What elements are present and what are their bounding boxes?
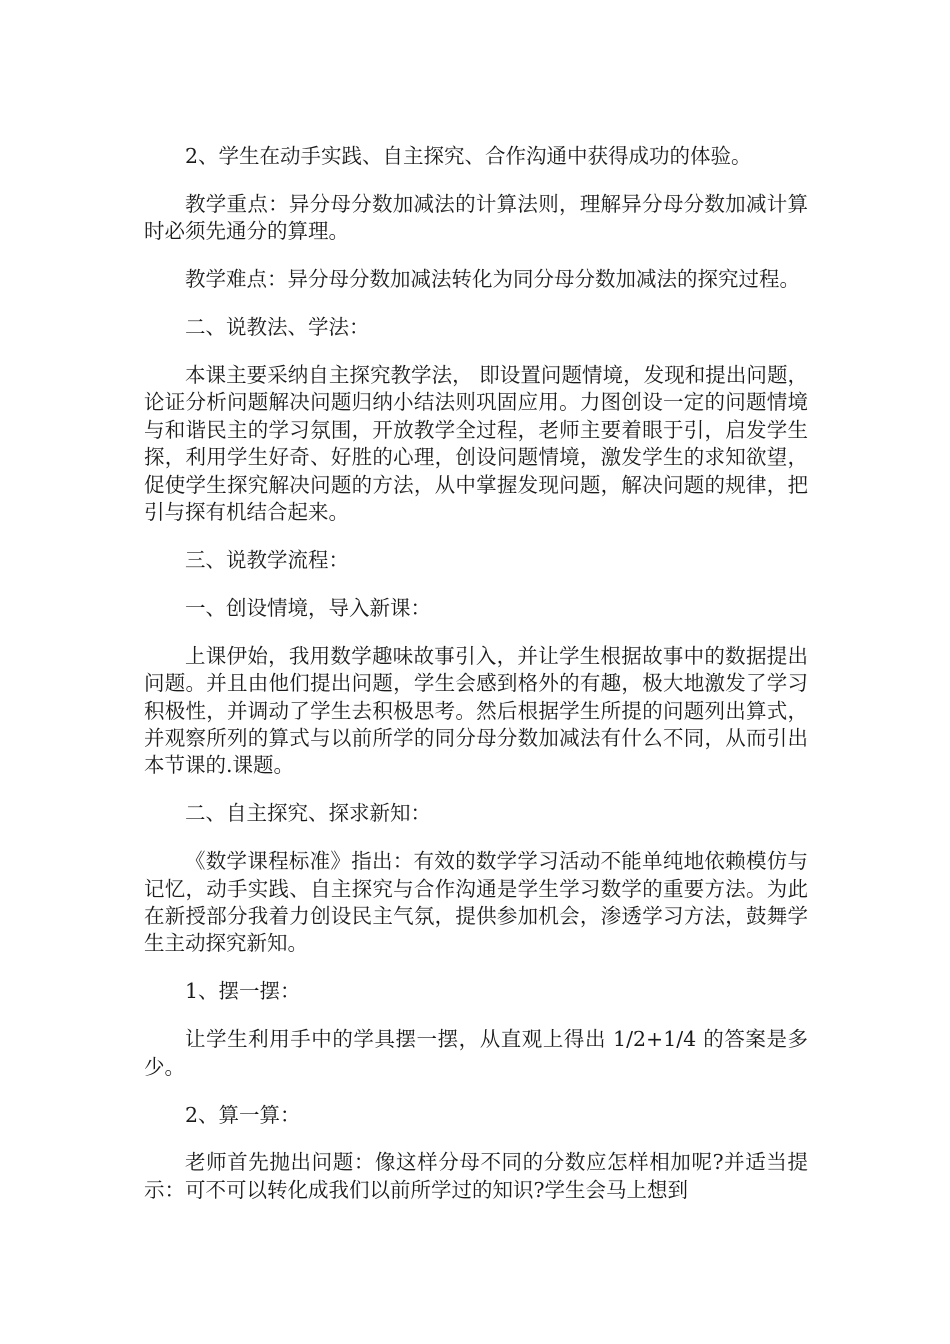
paragraph-teaching-method: 本课主要采纳自主探究教学法， 即设置问题情境，发现和提出问题，论证分析问题解决问题归纳小结法则巩固应用。力图创设一定的问题情境与和谐民主的学习氛围，开放教学全过程，老师主要着眼于引，启发学生探，利用学生好奇、好胜的心理，创设问题情境，激发学生的求知欲望，促使学生探究解决问题的方法，从中掌握发现问题，解决问题的规律，把引与探有机结合起来。 (144, 363, 808, 525)
paragraph-arrange: 让学生利用手中的学具摆一摆，从直观上得出 1/2+1/4 的答案是多少。 (144, 1027, 808, 1079)
paragraph-calculate: 老师首先抛出问题：像这样分母不同的分数应怎样相加呢?并适当提示：可不可以转化成我们以前所学过的知识?学生会马上想到 (144, 1150, 808, 1202)
paragraph-key-point: 教学重点：异分母分数加减法的计算法则，理解异分母分数加减计算时必须先通分的算理。 (144, 191, 808, 244)
heading-teaching-process: 三、说教学流程： (185, 547, 349, 572)
heading-arrange: 1、摆一摆： (185, 979, 301, 1004)
heading-self-exploration: 二、自主探究、探求新知： (185, 801, 431, 826)
heading-calculate: 2、算一算： (185, 1102, 301, 1127)
paragraph-curriculum-standard: 《数学课程标准》指出：有效的数学学习活动不能单纯地依赖模仿与记忆，动手实践、自主探究与合作沟通是学生学习数学的重要方法。为此在新授部分我着力创设民主气氛，提供参加机会，渗透学习方法，鼓舞学生主动探究新知。 (144, 849, 808, 956)
paragraph-create-situation: 上课伊始，我用数学趣味故事引入，并让学生根据故事中的数据提出问题。并且由他们提出问题，学生会感到格外的有趣，极大地激发了学习积极性，并调动了学生去积极思考。然后根据学生所提的问题列出算式，并观察所列的算式与以前所学的同分母分数加减法有什么不同，从而引出本节课的.课题。 (144, 643, 808, 778)
paragraph-goal-2: 2、学生在动手实践、自主探究、合作沟通中获得成功的体验。 (185, 144, 752, 168)
paragraph-difficulty: 教学难点：异分母分数加减法转化为同分母分数加减法的探究过程。 (185, 267, 800, 292)
heading-create-situation: 一、创设情境，导入新课： (185, 595, 431, 620)
heading-teaching-method: 二、说教法、学法： (185, 315, 370, 340)
document-body (144, 143, 808, 1225)
